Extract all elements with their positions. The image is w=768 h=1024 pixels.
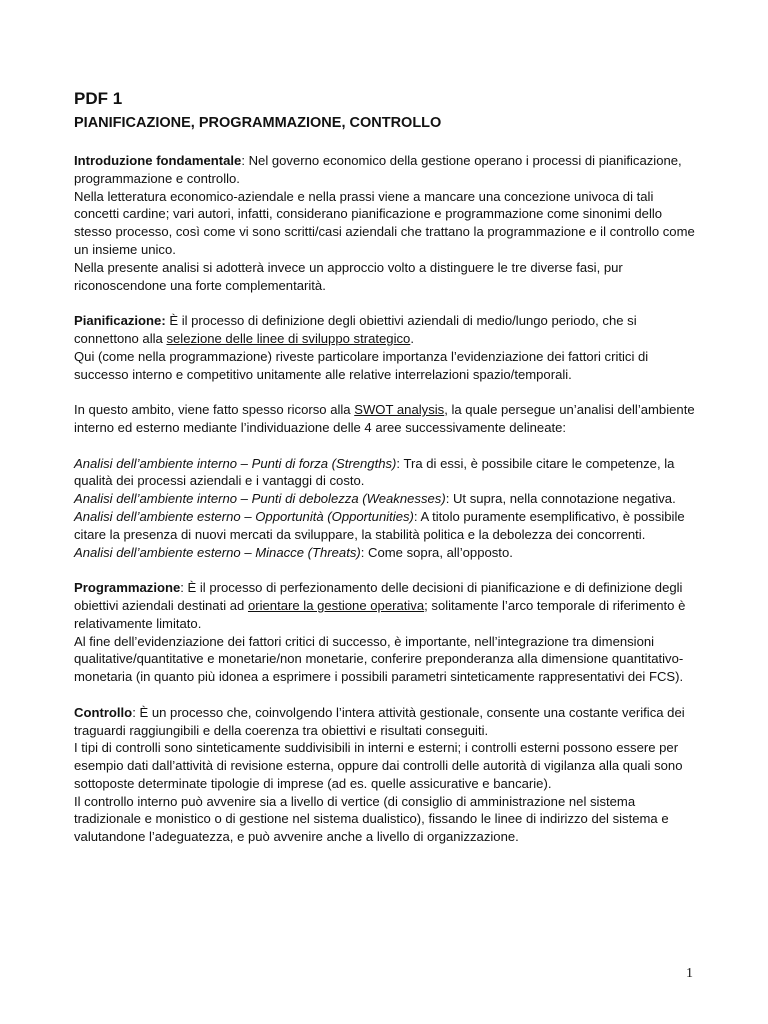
swot-item-text: : Ut supra, nella connotazione negativa. (445, 491, 676, 507)
intro-paragraph-3: Nella presente analisi si adotterà invece un approccio volto a distinguere le tre diverse fasi, pur riconoscendone una forte complementarità. (74, 259, 623, 293)
page-number: 1 (686, 966, 693, 981)
swot-item (74, 508, 696, 544)
programmazione-text: : È il processo di perfezionamento delle decisioni di pianificazione e di definizione degli obiettivi aziendali destinati ad (74, 580, 683, 613)
controllo-paragraph (74, 704, 696, 740)
pianificazione-paragraph-2: Qui (come nella programmazione) riveste particolare importanza l’evidenziazione dei fattori critici di successo interno e competitivo unitamente alle relative interrelazioni spazio/temporali. (74, 348, 649, 382)
swot-item-label: Analisi dell’ambiente esterno – Opportunità (Opportunities) (74, 508, 414, 524)
swot-item (74, 490, 696, 508)
controllo-text: : È un processo che, coinvolgendo l’intera attività gestionale, consente una costante verifica dei traguardi raggiungibili e della coerenza tra obiettivi e risultati conseguiti. (74, 704, 685, 738)
pianificazione-link: selezione delle linee di sviluppo strategico (166, 330, 411, 346)
intro-paragraph-2: Nella letteratura economico-aziendale e nella prassi viene a mancare una concezione univoca di tali concetti cardine; vari autori, infatti, considerano pianificazione e programmazione come sinonimi dello stesso processo, così come vi sono scritti/casi aziendali che trattano la programmazione e il controllo come un insieme unico. (74, 188, 695, 257)
pianificazione-label: Pianificazione: (74, 313, 166, 329)
pianificazione-text: È il processo di definizione degli obiettivi aziendali di medio/lungo periodo, che si connettono alla (74, 313, 637, 346)
swot-link: SWOT analysis (354, 402, 445, 418)
intro-text: : Nel governo economico della gestione operano i processi di pianificazione, programmazione e controllo. (74, 153, 682, 186)
doc-label: PDF 1 (74, 89, 123, 108)
swot-item-text: : Tra di essi, è possibile citare le competenze, la qualità dei processi aziendali e i vantaggi di costo. (74, 455, 675, 489)
pianificazione-paragraph (74, 312, 696, 348)
programmazione-label: Programmazione (74, 580, 181, 596)
programmazione-text-end: ; solitamente l’arco temporale di riferimento è relativamente limitato. (74, 597, 686, 631)
programmazione-link: orientare la gestione operativa (247, 597, 425, 613)
swot-item-text: : Come sopra, all’opposto. (360, 544, 513, 560)
swot-item-text: : A titolo puramente esemplificativo, è possibile citare la presenza di nuovi mercati da sviluppare, la stabilità politica e la debolezza dei concorrenti. (74, 508, 685, 542)
programmazione-paragraph (74, 579, 696, 632)
swot-item-label: Analisi dell’ambiente interno – Punti di forza (Strengths) (74, 455, 397, 471)
swot-item-label: Analisi dell’ambiente interno – Punti di debolezza (Weaknesses) (74, 491, 446, 507)
programmazione-paragraph-2: Al fine dell’evidenziazione dei fattori critici di successo, è importante, nell’integrazione tra dimensioni qualitative/quantitative e monetarie/non monetarie, conferire preponderanza alla dimensione quantitativo-monetaria (in quanto più idonea a esprimere i possibili parametri sinteticamente rappresentativi dei FCS). (74, 633, 684, 685)
intro-paragraph (74, 152, 696, 188)
controllo-label: Controllo (74, 704, 133, 720)
intro-label: Introduzione fondamentale (74, 153, 242, 168)
swot-text-end: , la quale persegue un’analisi dell’ambiente interno ed esterno mediante l’individuazione delle 4 aree successivamente delineate: (74, 402, 695, 435)
controllo-paragraph-3: Il controllo interno può avvenire sia a livello di vertice (di consiglio di amministrazione nel sistema tradizionale e monistico o di gestione nel sistema dualistico), fissando le linee di indirizzo del sistema e valutandone l’adeguatezza, e può avvenire anche a livello di organizzazione. (74, 793, 669, 845)
swot-item (74, 544, 696, 562)
swot-item-label: Analisi dell’ambiente esterno – Minacce (Threats) (74, 544, 361, 560)
pianificazione-text-end: . (410, 330, 414, 346)
swot-text: In questo ambito, viene fatto spesso ricorso alla (74, 402, 355, 418)
doc-title: PIANIFICAZIONE, PROGRAMMAZIONE, CONTROLLO (74, 115, 442, 131)
document-body (74, 89, 696, 846)
controllo-paragraph-2: I tipi di controlli sono sinteticamente suddivisibili in interni e esterni; i controlli esterni possono essere per esempio dati dall’attività di revisione esterna, oppure dai controlli delle autorità di vigilanza alla quali sono sottoposte determinate tipologie di imprese (ad es. quelle assicurative e bancarie). (74, 740, 683, 791)
swot-paragraph (74, 401, 696, 437)
swot-item (74, 455, 696, 491)
